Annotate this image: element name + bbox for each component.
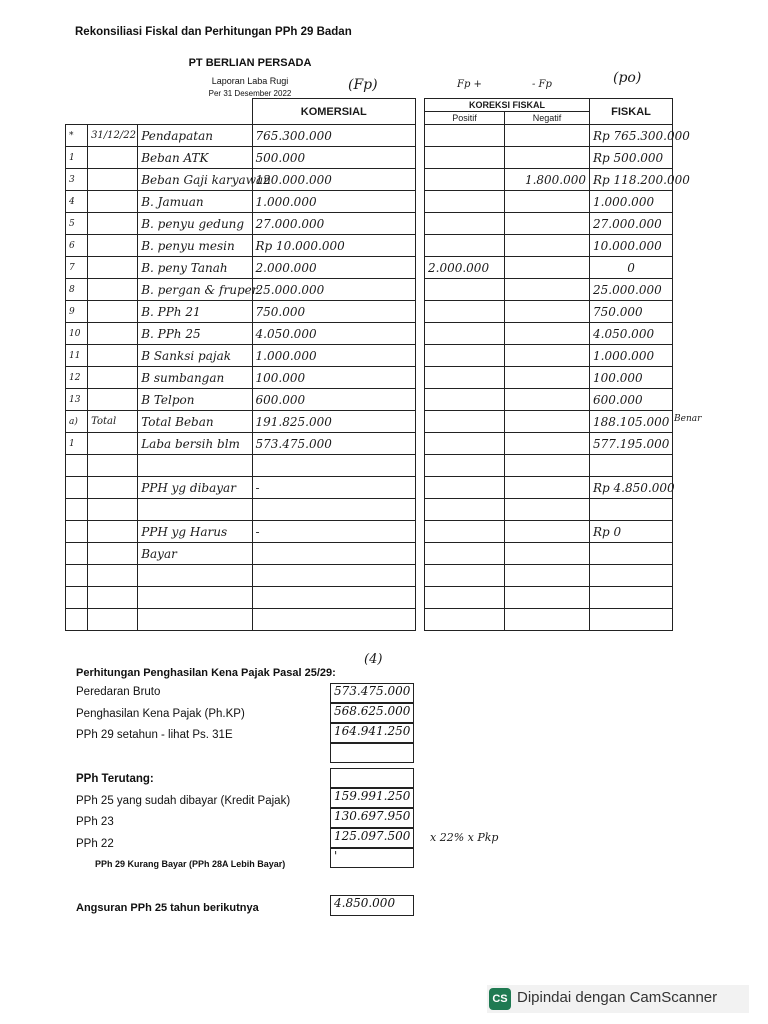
pph25-value: 159.991.250 (330, 788, 414, 808)
row-number: 1 (66, 147, 88, 169)
row-number (66, 543, 88, 565)
row-komersial: 25.000.000 (252, 279, 415, 301)
row-number: 5 (66, 213, 88, 235)
row-description: B Telpon (138, 389, 252, 411)
table-row (425, 279, 673, 301)
row-koreksi-negatif (505, 565, 590, 587)
row-koreksi-negatif (505, 125, 590, 147)
row-fiskal: 188.105.000 (590, 411, 673, 433)
row-description: Laba bersih blm (138, 433, 252, 455)
row-date (88, 609, 138, 631)
row-fiskal: 0 (590, 257, 673, 279)
row-komersial (252, 499, 415, 521)
kurang-bayar-value: ' (330, 848, 414, 868)
row-komersial (252, 455, 415, 477)
table-row (66, 213, 416, 235)
row-fiskal: 750.000 (590, 301, 673, 323)
table-row (425, 587, 673, 609)
table-row (66, 389, 416, 411)
row-koreksi-negatif (505, 455, 590, 477)
reconciliation-table-left (65, 98, 416, 631)
row-description: B. pergan & fruper (138, 279, 252, 301)
row-komersial: 1.000.000 (252, 345, 415, 367)
row-koreksi-negatif (505, 323, 590, 345)
row-koreksi-positif (425, 587, 505, 609)
row-koreksi-positif (425, 477, 505, 499)
row-date: Total (88, 411, 138, 433)
pph23-label: PPh 23 (76, 816, 114, 828)
row-koreksi-positif (425, 213, 505, 235)
pph22-value: 125.097.500 (330, 828, 414, 848)
row-number (66, 587, 88, 609)
row-description: PPH yg dibayar (138, 477, 252, 499)
table-row (425, 455, 673, 477)
row-fiskal (590, 609, 673, 631)
row-date (88, 367, 138, 389)
pph23-value: 130.697.950 (330, 808, 414, 828)
row-koreksi-negatif (505, 389, 590, 411)
row-description: B. PPh 25 (138, 323, 252, 345)
row-fiskal: 1.000.000 (590, 345, 673, 367)
row-koreksi-negatif (505, 543, 590, 565)
row-date (88, 389, 138, 411)
row-date (88, 191, 138, 213)
row-komersial: 27.000.000 (252, 213, 415, 235)
formula-annotation: x 22% x Pkp (430, 831, 499, 844)
table-row (66, 323, 416, 345)
row-description: Total Beban (138, 411, 252, 433)
table-row (66, 565, 416, 587)
table-row (66, 477, 416, 499)
row-number: 8 (66, 279, 88, 301)
row-komersial: 573.475.000 (252, 433, 415, 455)
row-number: 13 (66, 389, 88, 411)
row-date (88, 147, 138, 169)
row-description (138, 455, 252, 477)
row-number: 10 (66, 323, 88, 345)
row-komersial: 750.000 (252, 301, 415, 323)
row-komersial: 120.000.000 (252, 169, 415, 191)
table-row (66, 499, 416, 521)
table-row (66, 367, 416, 389)
row-komersial (252, 565, 415, 587)
table-row (425, 125, 673, 147)
row-number (66, 609, 88, 631)
table-row (425, 301, 673, 323)
row-date (88, 433, 138, 455)
row-komersial: 1.000.000 (252, 191, 415, 213)
table-row (66, 543, 416, 565)
row-description (138, 587, 252, 609)
table-row (425, 191, 673, 213)
row-koreksi-positif (425, 521, 505, 543)
row-koreksi-positif (425, 455, 505, 477)
row-komersial: 2.000.000 (252, 257, 415, 279)
row-description: Beban ATK (138, 147, 252, 169)
row-komersial: 500.000 (252, 147, 415, 169)
angsuran-value: 4.850.000 (330, 895, 414, 916)
camscanner-text: Dipindai dengan CamScanner (517, 989, 718, 1006)
table-row (425, 609, 673, 631)
camscanner-icon: CS (489, 988, 511, 1010)
row-description: B. penyu gedung (138, 213, 252, 235)
row-date (88, 477, 138, 499)
table-row (425, 543, 673, 565)
row-number: 12 (66, 367, 88, 389)
row-koreksi-negatif (505, 147, 590, 169)
row-komersial: 4.050.000 (252, 323, 415, 345)
document-title: Rekonsiliasi Fiskal dan Perhitungan PPh 29 Badan (75, 26, 352, 38)
row-date (88, 499, 138, 521)
table-row (66, 169, 416, 191)
row-koreksi-positif (425, 191, 505, 213)
row-description (138, 565, 252, 587)
row-fiskal: Rp 118.200.000 (590, 169, 673, 191)
table-row (66, 279, 416, 301)
table-row (425, 257, 673, 279)
row-komersial: - (252, 477, 415, 499)
row-description: Pendapatan (138, 125, 252, 147)
row-komersial: 600.000 (252, 389, 415, 411)
row-fiskal: 1.000.000 (590, 191, 673, 213)
row-koreksi-negatif (505, 499, 590, 521)
table-row (66, 235, 416, 257)
row-koreksi-negatif (505, 521, 590, 543)
row-date (88, 587, 138, 609)
annotation-fp: (Fp) (348, 77, 378, 93)
row-date (88, 543, 138, 565)
table-row (66, 147, 416, 169)
pph25-label: PPh 25 yang sudah dibayar (Kredit Pajak) (76, 795, 291, 807)
row-koreksi-negatif (505, 433, 590, 455)
row-date (88, 257, 138, 279)
pkp-value: 568.625.000 (330, 703, 414, 723)
row-komersial (252, 587, 415, 609)
annotation-four: (4) (364, 652, 383, 667)
row-koreksi-positif (425, 235, 505, 257)
row-number: 3 (66, 169, 88, 191)
row-number (66, 499, 88, 521)
row-date (88, 455, 138, 477)
row-koreksi-negatif (505, 411, 590, 433)
row-description: B sumbangan (138, 367, 252, 389)
row-number (66, 455, 88, 477)
table-row (425, 367, 673, 389)
row-fiskal: 600.000 (590, 389, 673, 411)
row-koreksi-negatif (505, 235, 590, 257)
row-koreksi-positif (425, 345, 505, 367)
row-koreksi-negatif (505, 477, 590, 499)
table-row (66, 455, 416, 477)
row-description: Bayar (138, 543, 252, 565)
table-row (66, 345, 416, 367)
table-row (425, 411, 673, 433)
row-koreksi-negatif (505, 367, 590, 389)
report-period: Per 31 Desember 2022 (208, 89, 292, 98)
row-komersial (252, 543, 415, 565)
row-koreksi-positif: 2.000.000 (425, 257, 505, 279)
row-number (66, 565, 88, 587)
row-number: 6 (66, 235, 88, 257)
row-date (88, 279, 138, 301)
report-name: Laporan Laba Rugi (211, 76, 289, 86)
row-komersial (252, 609, 415, 631)
row-koreksi-positif (425, 147, 505, 169)
row-number: 11 (66, 345, 88, 367)
row-date (88, 521, 138, 543)
camscanner-badge (487, 985, 749, 1013)
row-date (88, 345, 138, 367)
row-fiskal: Rp 4.850.000 (590, 477, 673, 499)
row-fiskal: 27.000.000 (590, 213, 673, 235)
calc-title: Perhitungan Penghasilan Kena Pajak Pasal 25/29: (76, 667, 336, 679)
pph-terutang-label: PPh Terutang: (76, 773, 154, 785)
table-row (66, 301, 416, 323)
table-row (66, 521, 416, 543)
table-row (425, 235, 673, 257)
row-description (138, 499, 252, 521)
row-koreksi-positif (425, 301, 505, 323)
row-date: 31/12/22 (88, 125, 138, 147)
table-row (66, 257, 416, 279)
header-fiskal: FISKAL (590, 99, 673, 125)
pph-terutang-box (330, 768, 414, 788)
row-date (88, 213, 138, 235)
row-koreksi-positif (425, 543, 505, 565)
row-koreksi-positif (425, 565, 505, 587)
header-negatif: Negatif (505, 112, 590, 125)
row-description (138, 609, 252, 631)
table-row (425, 323, 673, 345)
company-name: PT BERLIAN PERSADA (188, 57, 312, 69)
margin-annotation: Benar (674, 414, 702, 424)
row-koreksi-positif (425, 389, 505, 411)
row-koreksi-negatif (505, 587, 590, 609)
peredaran-bruto-label: Peredaran Bruto (76, 686, 161, 698)
row-koreksi-negatif (505, 345, 590, 367)
row-number: * (66, 125, 88, 147)
row-number (66, 477, 88, 499)
row-fiskal: 577.195.000 (590, 433, 673, 455)
table-row (66, 433, 416, 455)
pph22-label: PPh 22 (76, 838, 114, 850)
row-date (88, 323, 138, 345)
row-number: 9 (66, 301, 88, 323)
row-fiskal: 10.000.000 (590, 235, 673, 257)
row-koreksi-positif (425, 169, 505, 191)
table-row (425, 521, 673, 543)
row-fiskal (590, 543, 673, 565)
table-row (425, 565, 673, 587)
row-koreksi-negatif (505, 609, 590, 631)
row-koreksi-positif (425, 411, 505, 433)
row-koreksi-positif (425, 609, 505, 631)
row-koreksi-positif (425, 499, 505, 521)
row-fiskal: Rp 500.000 (590, 147, 673, 169)
row-koreksi-positif (425, 367, 505, 389)
row-number (66, 521, 88, 543)
row-fiskal (590, 587, 673, 609)
pph29-label: PPh 29 setahun - lihat Ps. 31E (76, 729, 233, 741)
row-komersial: 191.825.000 (252, 411, 415, 433)
row-number: 4 (66, 191, 88, 213)
row-fiskal: Rp 765.300.000 (590, 125, 673, 147)
row-komersial: - (252, 521, 415, 543)
row-koreksi-negatif (505, 257, 590, 279)
row-fiskal (590, 499, 673, 521)
table-row (425, 345, 673, 367)
pph29-value: 164.941.250 (330, 723, 414, 743)
peredaran-bruto-value: 573.475.000 (330, 683, 414, 703)
table-row (425, 433, 673, 455)
row-description: PPH yg Harus (138, 521, 252, 543)
row-fiskal: 4.050.000 (590, 323, 673, 345)
table-row (425, 389, 673, 411)
row-description: B. PPh 21 (138, 301, 252, 323)
row-description: B Sanksi pajak (138, 345, 252, 367)
row-komersial: 765.300.000 (252, 125, 415, 147)
row-koreksi-positif (425, 279, 505, 301)
pkp-label: Penghasilan Kena Pajak (Ph.KP) (76, 708, 245, 720)
row-fiskal: 100.000 (590, 367, 673, 389)
row-description: B. penyu mesin (138, 235, 252, 257)
row-number: a) (66, 411, 88, 433)
table-row (425, 147, 673, 169)
annotation-po: (po) (613, 70, 642, 86)
table-row (66, 609, 416, 631)
empty-box-1 (330, 743, 414, 763)
header-koreksi-fiskal: KOREKSI FISKAL (425, 99, 590, 112)
row-date (88, 169, 138, 191)
row-fiskal (590, 565, 673, 587)
row-koreksi-positif (425, 125, 505, 147)
row-fiskal: Rp 0 (590, 521, 673, 543)
row-koreksi-negatif (505, 301, 590, 323)
header-positif: Positif (425, 112, 505, 125)
table-row (66, 191, 416, 213)
row-fiskal (590, 455, 673, 477)
row-description: Beban Gaji karyawan (138, 169, 252, 191)
row-number: 1 (66, 433, 88, 455)
row-date (88, 235, 138, 257)
table-row (425, 477, 673, 499)
table-row (66, 125, 416, 147)
row-koreksi-negatif (505, 213, 590, 235)
row-koreksi-negatif: 1.800.000 (505, 169, 590, 191)
header-komersial: KOMERSIAL (252, 99, 415, 125)
row-description: B. Jamuan (138, 191, 252, 213)
row-date (88, 565, 138, 587)
table-row (425, 169, 673, 191)
row-description: B. peny Tanah (138, 257, 252, 279)
row-koreksi-negatif (505, 279, 590, 301)
annotation-fp-plus: Fp + (457, 79, 482, 90)
row-koreksi-positif (425, 433, 505, 455)
row-fiskal: 25.000.000 (590, 279, 673, 301)
angsuran-label: Angsuran PPh 25 tahun berikutnya (76, 902, 259, 914)
kurang-bayar-label: PPh 29 Kurang Bayar (PPh 28A Lebih Bayar) (95, 859, 286, 869)
annotation-minus-fp: - Fp (532, 79, 552, 90)
row-date (88, 301, 138, 323)
table-row (425, 499, 673, 521)
row-komersial: Rp 10.000.000 (252, 235, 415, 257)
table-row (66, 587, 416, 609)
row-koreksi-negatif (505, 191, 590, 213)
row-koreksi-positif (425, 323, 505, 345)
row-komersial: 100.000 (252, 367, 415, 389)
table-row (425, 213, 673, 235)
row-number: 7 (66, 257, 88, 279)
table-row (66, 411, 416, 433)
